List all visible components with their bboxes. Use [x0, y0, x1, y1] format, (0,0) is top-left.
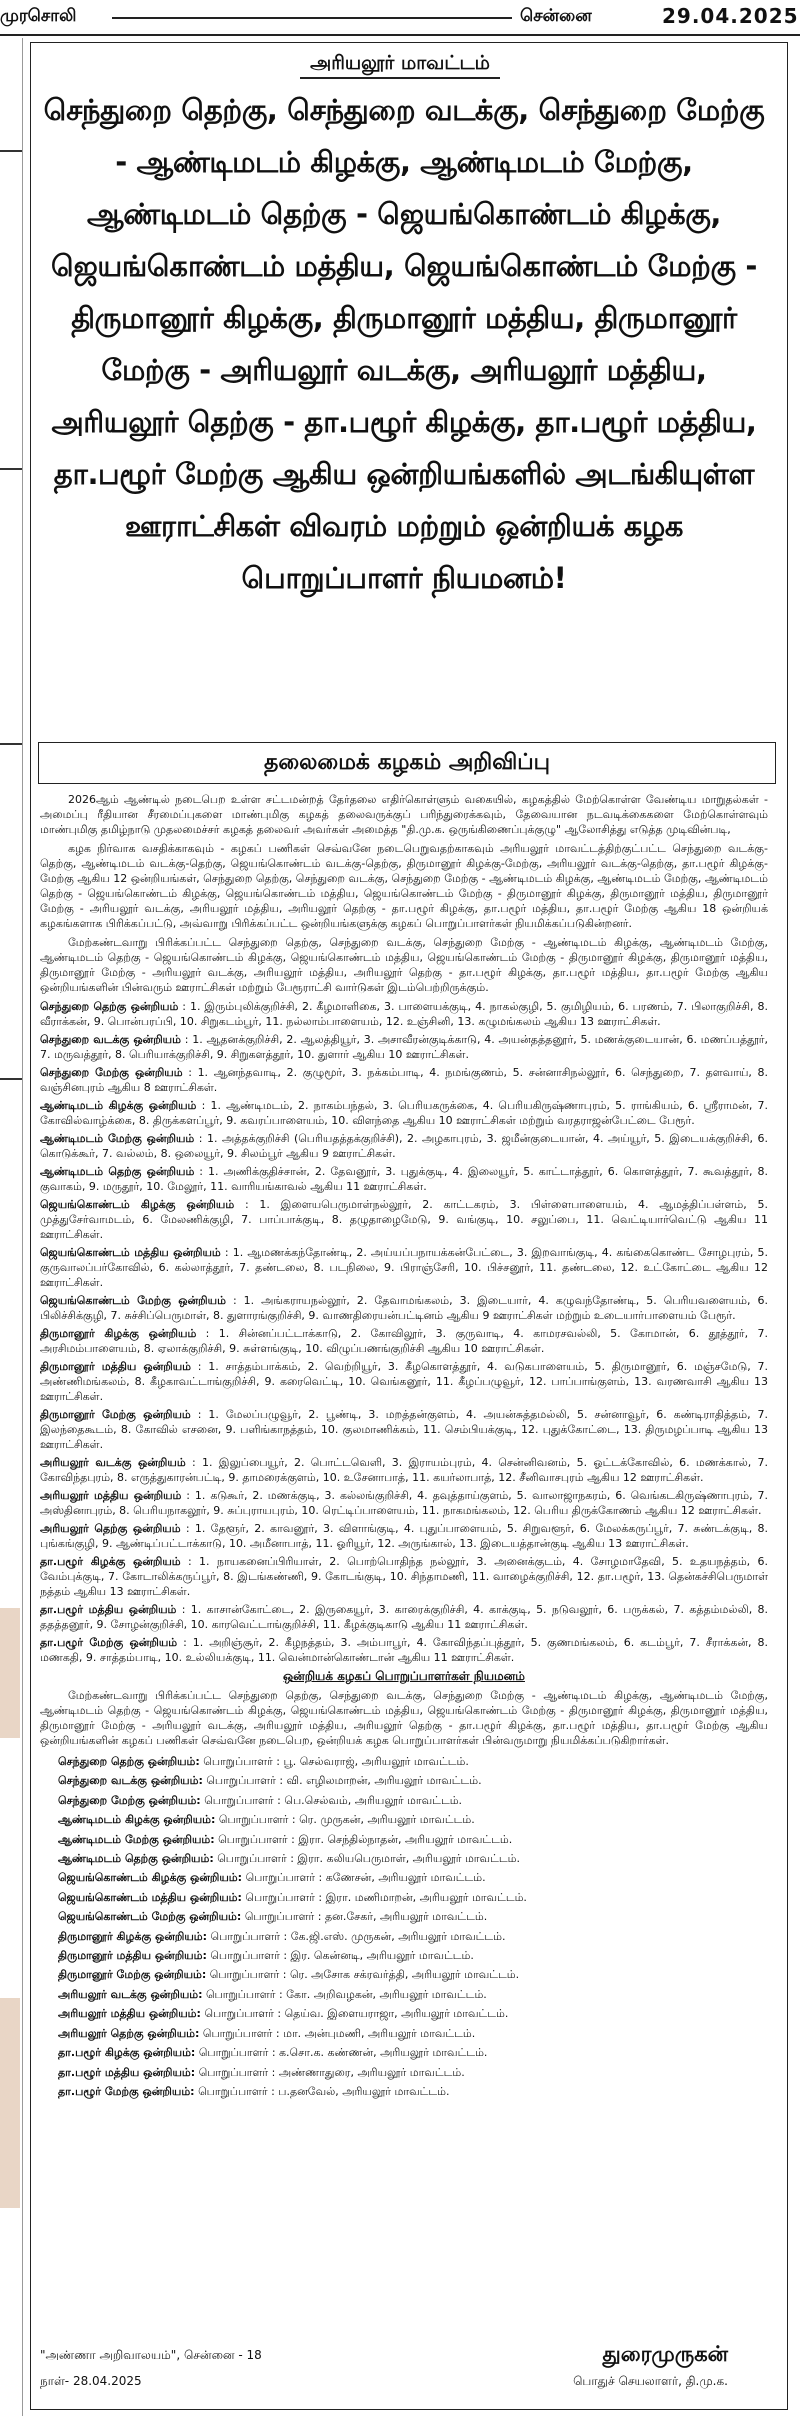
- appointment-union: தா.பழூர் மேற்கு ஒன்றியம்:: [58, 2084, 195, 2098]
- union-panchayats: 1. கடுகூர், 2. மணக்குடி, 3. கல்லங்குறிச்சி, 4. தவுத்தாய்குளம், 5. வாலாஜாநகரம், 6. வெங்கடகிருஷ்ணாபுரம், 7. அஸ்தினாபுரம், 8. பெரியநாகலூர், 9. சுப்புராயபுரம், 10. ரெட்டிப்பாளையம், 11. நாகமங்கலம், 12. பெரிய திருக்கோணம் ஆகிய 12 ஊராட்சிகள்.: [40, 1489, 769, 1517]
- union-name: தா.பழூர் மத்திய ஒன்றியம்: [40, 1603, 177, 1616]
- appointment-union: திருமானூர் மேற்கு ஒன்றியம்:: [58, 1968, 207, 1982]
- union-panchayats: 1. சின்னப்பட்டாக்காடு, 2. கோவிலூர், 3. குருவாடி, 4. காமரசவல்லி, 5. கோமான், 6. தூத்தூர், 7. அரசிமம்பாளையம், 8. ஏலாக்குறிச்சி, 9. சுள்ளங்குடி, 10. விழுப்பணங்குறிச்சி ஆகிய 10 ஊராட்சிகள்.: [40, 1327, 768, 1355]
- union-panchayats: 1. ஆனந்தவாடி, 2. குழுமூர், 3. நக்கம்பாடி, 4. நமங்குணம், 5. சன்னாசிநல்லூர், 6. செந்துறை, 7. தளவாய், 8. வஞ்சினபுரம் ஆகிய 8 ஊராட்சிகள்.: [40, 1066, 769, 1094]
- union-panchayats: 1. தேளூர், 2. காவனூர், 3. விளாங்குடி, 4. புதுப்பாளையம், 5. சிறுவளூர், 6. மேலக்கருப்பூர், 7. சுண்டக்குடி, 8. புங்கங்குழி, 9. ஆண்டிப்பட்டாக்காடு, 10. அமீனாபாத், 11. ஓரியூர், 12. அருங்கால், 13. இடையத்தான்குடி ஆகிய 13 ஊராட்சிகள்.: [40, 1522, 769, 1550]
- appointment-row: [40, 1946, 768, 1965]
- appointment-person: பொறுப்பாளர் : வி. எழிலமாறன், அரியலூர் மாவட்டம்.: [206, 1774, 482, 1788]
- adjacent-photo: [0, 1608, 20, 1738]
- appointment-row: [40, 2063, 768, 2082]
- appointment-row: [40, 1849, 768, 1868]
- union-name: செந்துறை மேற்கு ஒன்றியம்: [40, 1066, 183, 1079]
- appointments-heading: ஒன்றியக் கழகப் பொறுப்பாளர்கள் நியமனம்: [283, 1669, 525, 1683]
- appointment-row: [40, 2024, 768, 2043]
- appointment-row: [40, 1810, 768, 1829]
- appointment-person: பொறுப்பாளர் : இர. கென்னடி, அரியலூர் மாவட்டம்.: [210, 1949, 474, 1963]
- hq-notice-box: [38, 742, 776, 784]
- appointment-person: பொறுப்பாளர் : ப.தனவேல், அரியலூர் மாவட்டம்.: [198, 2084, 450, 2098]
- edition-date: 29.04.2025: [662, 4, 799, 28]
- union-panchayats: 1. இரும்புலிக்குறிச்சி, 2. கீழமாளிகை, 3. பாளையக்குடி, 4. நாகல்குழி, 5. குமிழியம், 6. பரணம், 7. பிலாகுறிச்சி, 8. வீராக்கன், 9. பொன்பரப்பி, 10. சிறுகடம்பூர், 11. நல்லாம்பாளையம், 12. உஞ்சினி, 13. கழுமங்கலம் ஆகிய 13 ஊராட்சிகள்.: [40, 1000, 768, 1028]
- union-list: [40, 999, 768, 1665]
- union-entry: தா.பழூர் மேற்கு ஒன்றியம் : 1. அறிஞ்சூர், 2. கீழநத்தம், 3. அம்பாபூர், 4. கோவிந்தப்புத்தூர், 5. குணமங்கலம், 6. கடம்பூர், 7. சீராக்கன், 8. மணகதி, 9. சாத்தம்பாடி, 10. உல்லியக்குடி, 11. வென்மான்கொண்டான் ஆகிய 11 ஊராட்சிகள்.: [40, 1636, 769, 1664]
- appointment-person: பொறுப்பாளர் : ரெ. முருகன், அரியலூர் மாவட்டம்.: [218, 1813, 475, 1827]
- notice-date: நாள்- 28.04.2025: [40, 2374, 142, 2388]
- union-entry: ஆண்டிமடம் தெற்கு ஒன்றியம் : 1. அணிக்குதிச்சான், 2. தேவனூர், 3. புதுக்குடி, 4. இலையூர், 5. காட்டாத்தூர், 6. கொளத்தூர், 7. கூவத்தூர், 8. குவாகம், 9. மருதூர், 10. மேலூர், 11. வாரியங்காவல் ஆகிய 11 ஊராட்சிகள்.: [40, 1165, 768, 1193]
- appointment-person: பொறுப்பாளர் : கணேசன், அரியலூர் மாவட்டம்.: [245, 1871, 486, 1885]
- appointment-person: பொறுப்பாளர் : க.சொ.க. கண்ணன், அரியலூர் மாவட்டம்.: [198, 2046, 488, 2060]
- appointment-person: பொறுப்பாளர் : மா. அன்புமணி, அரியலூர் மாவட்டம்.: [202, 2026, 476, 2040]
- panchayat-paragraph: மேற்கண்டவாறு பிரிக்கப்பட்ட செந்துறை தெற்கு, செந்துறை வடக்கு, செந்துறை மேற்கு - ஆண்டிமடம் கிழக்கு, ஆண்டிமடம் மேற்கு, ஆண்டிமடம் தெற்கு - ஜெயங்கொண்டம் கிழக்கு, ஜெயங்கொண்டம் மத்திய, ஜெயங்கொண்டம் மேற்கு - திருமானூர் கிழக்கு, திருமானூர் மத்திய, திருமானூர் மேற்கு - அரியலூர் வடக்கு, அரியலூர் மத்திய, அரியலூர் தெற்கு - தா.பழூர் கிழக்கு, தா.பழூர் மத்திய, தா.பழூர் மேற்கு ஆகிய ஒன்றியங்களின் பின்வரும் ஊராட்சிகள் மற்றும் பேரூராட்சி வார்டுகள் இடம்பெற்றிருக்கும்.: [40, 936, 768, 994]
- union-entry: ஜெயங்கொண்டம் மத்திய ஒன்றியம் : 1. ஆமணக்கந்தோண்டி, 2. அய்யப்பநாயக்கன்பேட்டை, 3. இறவாங்குடி, 4. கங்கைகொண்ட சோழபுரம், 5. குருவாலப்பர்கோவில், 6. கல்லாத்தூர், 7. தண்டலை, 8. படநிலை, 9. பிராஞ்சேரி, 10. பிச்சனூர், 11. தண்டலை, 12. உட்கோட்டை ஆகிய 12 ஊராட்சிகள்.: [40, 1246, 768, 1289]
- union-name: திருமானூர் மத்திய ஒன்றியம்: [40, 1360, 191, 1373]
- appointment-union: அரியலூர் தெற்கு ஒன்றியம்:: [58, 2026, 200, 2040]
- appointment-person: பொறுப்பாளர் : பெ.செல்வம், அரியலூர் மாவட்டம்.: [204, 1793, 463, 1807]
- union-entry: ஜெயங்கொண்டம் கிழக்கு ஒன்றியம் : 1. இளையபெருமாள்நல்லூர், 2. காட்டகரம், 3. பிள்ளைபாளையம், 4. ஆமத்திப்பள்ளம், 5. முத்துசேர்வாமடம், 6. மேலணிக்குழி, 7. பாப்பாக்குடி, 8. தழுதாழைமேடு, 9. வங்குடி, 10. சலுப்பை, 11. வெட்டியார்வெட்டு ஆகிய 11 ஊராட்சிகள்.: [40, 1198, 769, 1241]
- office-address: "அண்ணா அறிவாலயம்", சென்னை - 18: [40, 2348, 262, 2362]
- appointment-row: [40, 1985, 768, 2004]
- appointment-union: ஜெயங்கொண்டம் மத்திய ஒன்றியம்:: [58, 1890, 242, 1904]
- union-panchayats: 1. இளையபெருமாள்நல்லூர், 2. காட்டகரம், 3. பிள்ளைபாளையம், 4. ஆமத்திப்பள்ளம், 5. முத்துசேர்வாமடம், 6. மேலணிக்குழி, 7. பாப்பாக்குடி, 8. தழுதாழைமேடு, 9. வங்குடி, 10. சலுப்பை, 11. வெட்டியார்வெட்டு ஆகிய 11 ஊராட்சிகள்.: [40, 1198, 769, 1241]
- appointment-person: பொறுப்பாளர் : தன.சேகர், அரியலூர் மாவட்டம்.: [244, 1910, 488, 1924]
- union-name: ஜெயங்கொண்டம் கிழக்கு ஒன்றியம்: [40, 1198, 235, 1211]
- appointment-row: [40, 2043, 768, 2062]
- appointment-union: திருமானூர் மத்திய ஒன்றியம்:: [58, 1949, 207, 1963]
- union-panchayats: 1. அத்தக்குறிச்சி (பெரியதத்தக்குறிச்சி), 2. அழகாபுரம், 3. ஜமீன்குடையான், 4. அய்யூர், 5. இடையக்குறிச்சி, 6. கொடுக்கூர், 7. வல்லம், 8. ஒலையூர், 9. சிலம்பூர் ஆகிய 9 ஊராட்சிகள்.: [40, 1132, 768, 1160]
- union-panchayats: 1. ஆதனக்குறிச்சி, 2. ஆலத்தியூர், 3. அசாவீரன்குடிக்காடு, 4. அயன்தத்தனூர், 5. மணக்குடையான், 6. மணப்பத்தூர், 7. மருவத்தூர், 8. பெரியாக்குறிச்சி, 9. சிறுகளத்தூர், 10. துளார் ஆகிய 10 ஊராட்சிகள்.: [40, 1033, 769, 1061]
- appointment-row: [40, 2082, 768, 2101]
- appointment-union: ஆண்டிமடம் மேற்கு ஒன்றியம்:: [58, 1832, 215, 1846]
- union-name: தா.பழூர் மேற்கு ஒன்றியம்: [40, 1636, 178, 1649]
- union-entry: அரியலூர் வடக்கு ஒன்றியம் : 1. இலுப்பையூர், 2. பொட்டவெளி, 3. இராயம்புரம், 4. சென்னிவனம், 5. ஓட்டக்கோவில், 6. மணக்கால், 7. கோவிந்தபுரம், 8. எருத்துகாரன்பட்டி, 9. தாமரைக்குளம், 10. உசேனாபாத், 11. கயர்லாபாத், 12. சீனிவாசபுரம் ஆகிய 12 ஊராட்சிகள்.: [40, 1456, 769, 1484]
- union-entry: அரியலூர் தெற்கு ஒன்றியம் : 1. தேளூர், 2. காவனூர், 3. விளாங்குடி, 4. புதுப்பாளையம், 5. சிறுவளூர், 6. மேலக்கருப்பூர், 7. சுண்டக்குடி, 8. புங்கங்குழி, 9. ஆண்டிப்பட்டாக்காடு, 10. அமீனாபாத், 11. ஓரியூர், 12. அருங்கால், 13. இடையத்தான்குடி ஆகிய 13 ஊராட்சிகள்.: [40, 1522, 769, 1550]
- union-entry: அரியலூர் மத்திய ஒன்றியம் : 1. கடுகூர், 2. மணக்குடி, 3. கல்லங்குறிச்சி, 4. தவுத்தாய்குளம், 5. வாலாஜாநகரம், 6. வெங்கடகிருஷ்ணாபுரம், 7. அஸ்தினாபுரம், 8. பெரியநாகலூர், 9. சுப்புராயபுரம், 10. ரெட்டிப்பாளையம், 11. நாகமங்கலம், 12. பெரிய திருக்கோணம் ஆகிய 12 ஊராட்சிகள்.: [40, 1489, 769, 1517]
- union-name: ஆண்டிமடம் கிழக்கு ஒன்றியம்: [40, 1099, 197, 1112]
- union-panchayats: 1. அறிஞ்சூர், 2. கீழநத்தம், 3. அம்பாபூர், 4. கோவிந்தப்புத்தூர், 5. குணமங்கலம், 6. கடம்பூர், 7. சீராக்கன், 8. மணகதி, 9. சாத்தம்பாடி, 10. உல்லியக்குடி, 11. வென்மான்கொண்டான் ஆகிய 11 ஊராட்சிகள்.: [40, 1636, 769, 1664]
- headline: செந்துறை தெற்கு, செந்துறை வடக்கு, செந்துறை மேற்கு - ஆண்டிமடம் கிழக்கு, ஆண்டிமடம் மேற்கு, ஆண்டிமடம் தெற்கு - ஜெயங்கொண்டம் கிழக்கு, ஜெயங்கொண்டம் மத்திய, ஜெயங்கொண்டம் மேற்கு - திருமானூர் கிழக்கு, திருமானூர் மத்திய, திருமானூர் மேற்கு - அரியலூர் வடக்கு, அரியலூர் மத்திய, அரியலூர் தெற்கு - தா.பழூர் கிழக்கு, தா.பழூர் மத்திய, தா.பழூர் மேற்கு ஆகிய ஒன்றியங்களில் அடங்கியுள்ள ஊராட்சிகள் விவரம் மற்றும் ஒன்றியக் கழக பொறுப்பாளர் நியமனம்!: [43, 93, 765, 595]
- notice-footer: [40, 2340, 768, 2400]
- district-heading-wrap: [0, 52, 800, 79]
- union-name: திருமானூர் மேற்கு ஒன்றியம்: [40, 1408, 191, 1421]
- union-name: ஜெயங்கொண்டம் மேற்கு ஒன்றியம்: [40, 1294, 226, 1307]
- union-entry: தா.பழூர் கிழக்கு ஒன்றியம் : 1. நாயகனைப்பிரியாள், 2. பொற்பொதிந்த நல்லூர், 3. அனைக்குடம், 4. சோழமாதேவி, 5. உதயநத்தம், 6. வேம்புக்குடி, 7. கோடாலிக்கருப்பூர், 8. இடங்கண்ணி, 9. கோடங்குடி, 10. சிந்தாமணி, 11. வாழைக்குறிச்சி, 12. தா.பழூர், 13. தென்கச்சிபெருமாள் நத்தம் ஆகிய 13 ஊராட்சிகள்.: [40, 1555, 769, 1598]
- edition-city: சென்னை: [520, 6, 592, 26]
- appointment-person: பொறுப்பாளர் : இரா. செந்தில்நாதன், அரியலூர் மாவட்டம்.: [218, 1832, 513, 1846]
- appointment-union: அரியலூர் வடக்கு ஒன்றியம்:: [58, 1987, 203, 2001]
- union-entry: செந்துறை தெற்கு ஒன்றியம் : 1. இரும்புலிக்குறிச்சி, 2. கீழமாளிகை, 3. பாளையக்குடி, 4. நாகல்குழி, 5. குமிழியம், 6. பரணம், 7. பிலாகுறிச்சி, 8. வீராக்கன், 9. பொன்பரப்பி, 10. சிறுகடம்பூர், 11. நல்லாம்பாளையம், 12. உஞ்சினி, 13. கழுமங்கலம் ஆகிய 13 ஊராட்சிகள்.: [40, 1000, 768, 1028]
- notice-body: [40, 792, 768, 2101]
- union-name: ஜெயங்கொண்டம் மத்திய ஒன்றியம்: [40, 1246, 221, 1259]
- union-entry: செந்துறை மேற்கு ஒன்றியம் : 1. ஆனந்தவாடி, 2. குழுமூர், 3. நக்கம்பாடி, 4. நமங்குணம், 5. சன்னாசிநல்லூர், 6. செந்துறை, 7. தளவாய், 8. வஞ்சினபுரம் ஆகிய 8 ஊராட்சிகள்.: [40, 1066, 769, 1094]
- union-panchayats: 1. மேலப்பழுவூர், 2. பூண்டி, 3. மறத்தன்குளம், 4. அயன்சுத்தமல்லி, 5. சன்னாவூர், 6. கண்டிராதித்தம், 7. இலந்தைகூடம், 8. கோவில் எசனை, 9. பளிங்காநத்தம், 10. குலமாணிக்கம், 11. செம்பியக்குடி, 12. புதுக்கோட்டை, 13. திருமழப்பாடி ஆகிய 13 ஊராட்சிகள்.: [40, 1408, 769, 1451]
- appointment-person: பொறுப்பாளர் : கோ. அறிவழகன், அரியலூர் மாவட்டம்.: [206, 1987, 487, 2001]
- masthead-rule: [112, 17, 512, 19]
- appointment-row: [40, 1888, 768, 1907]
- union-panchayats: 1. அணிக்குதிச்சான், 2. தேவனூர், 3. புதுக்குடி, 4. இலையூர், 5. காட்டாத்தூர், 6. கொளத்தூர், 7. கூவத்தூர், 8. குவாகம், 9. மருதூர், 10. மேலூர், 11. வாரியங்காவல் ஆகிய 11 ஊராட்சிகள்.: [40, 1165, 768, 1193]
- union-name: திருமானூர் கிழக்கு ஒன்றியம்: [40, 1327, 197, 1340]
- union-panchayats: 1. அங்கராயநல்லூர், 2. தேவாமங்கலம், 3. இடையார், 4. கழுவந்தோண்டி, 5. பெரியவளையம், 6. பிலிச்சிக்குழி, 7. சுச்சிப்பெருமாள், 8. துளாரங்குறிச்சி, 9. வாணதிரையன்பட்டினம் ஆகிய 9 ஊராட்சிகள் மற்றும் உடையார்பாளையம் பேரூர்.: [40, 1294, 768, 1322]
- paper-name: முரசொலி: [0, 6, 77, 26]
- union-panchayats: 1. ஆமணக்கந்தோண்டி, 2. அய்யப்பநாயக்கன்பேட்டை, 3. இறவாங்குடி, 4. கங்கைகொண்ட சோழபுரம், 5. குருவாலப்பர்கோவில், 6. கல்லாத்தூர், 7. தண்டலை, 8. படநிலை, 9. பிராஞ்சேரி, 10. பிச்சனூர், 11. தண்டலை, 12. உட்கோட்டை ஆகிய 12 ஊராட்சிகள்.: [40, 1246, 768, 1289]
- restructure-paragraph: கழக நிர்வாக வசதிக்காகவும் - கழகப் பணிகள் செவ்வனே நடைபெறுவதற்காகவும் அரியலூர் மாவட்டத்திற்குட்பட்ட செந்துறை வடக்கு-தெற்கு, ஆண்டிமடம் வடக்கு-தெற்கு, ஜெயங்கொண்டம் வடக்கு-தெற்கு, திருமானூர் கிழக்கு-மேற்கு, அரியலூர் வடக்கு-தெற்கு, தா.பழூர் கிழக்கு-மேற்கு ஆகிய 12 ஒன்றியங்கள், செந்துறை தெற்கு, செந்துறை வடக்கு, செந்துறை மேற்கு - ஆண்டிமடம் கிழக்கு, ஆண்டிமடம் மேற்கு, ஆண்டிமடம் தெற்கு - ஜெயங்கொண்டம் கிழக்கு, ஜெயங்கொண்டம் மத்திய, ஜெயங்கொண்டம் மேற்கு - திருமானூர் கிழக்கு, திருமானூர் மத்திய, திருமானூர் மேற்கு - அரியலூர் வடக்கு, அரியலூர் மத்திய, அரியலூர் தெற்கு - தா.பழூர் கிழக்கு, தா.பழூர் மத்திய, தா.பழூர் மேற்கு ஆகிய 18 ஒன்றியக் கழகங்களாக பிரிக்கப்பட்டு, அவ்வாறு பிரிக்கப்பட்ட ஒன்றியங்களுக்கு கழகப் பொறுப்பாளர்கள் நியமிக்கப்படுகின்றனர்.: [40, 842, 768, 930]
- union-entry: தா.பழூர் மத்திய ஒன்றியம் : 1. காசான்கோட்டை, 2. இருகையூர், 3. காரைக்குறிச்சி, 4. காக்குடி, 5. நடுவலூர், 6. பருக்கல், 7. கத்தம்மல்லி, 8. ததத்தனூர், 9. சோழன்குறிச்சி, 10. காரவெட்டாங்குறிச்சி, 11. கீழக்குடிகாடு ஆகிய 11 ஊராட்சிகள்.: [40, 1603, 768, 1631]
- appointment-union: செந்துறை வடக்கு ஒன்றியம்:: [58, 1774, 203, 1788]
- appointment-row: [40, 1927, 768, 1946]
- appointment-union: செந்துறை தெற்கு ஒன்றியம்:: [58, 1755, 200, 1768]
- union-entry: ஜெயங்கொண்டம் மேற்கு ஒன்றியம் : 1. அங்கராயநல்லூர், 2. தேவாமங்கலம், 3. இடையார், 4. கழுவந்தோண்டி, 5. பெரியவளையம், 6. பிலிச்சிக்குழி, 7. சுச்சிப்பெருமாள், 8. துளாரங்குறிச்சி, 9. வாணதிரையன்பட்டினம் ஆகிய 9 ஊராட்சிகள் மற்றும் உடையார்பாளையம் பேரூர்.: [40, 1294, 768, 1322]
- union-name: அரியலூர் தெற்கு ஒன்றியம்: [40, 1522, 181, 1535]
- appointment-union: திருமானூர் கிழக்கு ஒன்றியம்:: [58, 1929, 208, 1943]
- appointment-union: தா.பழூர் கிழக்கு ஒன்றியம்:: [58, 2046, 196, 2060]
- appointment-union: தா.பழூர் மத்திய ஒன்றியம்:: [58, 2065, 196, 2079]
- appointments-intro: மேற்கண்டவாறு பிரிக்கப்பட்ட செந்துறை தெற்கு, செந்துறை வடக்கு, செந்துறை மேற்கு - ஆண்டிமடம் கிழக்கு, ஆண்டிமடம் மேற்கு, ஆண்டிமடம் தெற்கு - ஜெயங்கொண்டம் கிழக்கு, ஜெயங்கொண்டம் மத்திய, ஜெயங்கொண்டம் மேற்கு - திருமானூர் கிழக்கு, திருமானூர் மத்திய, திருமானூர் மேற்கு - அரியலூர் வடக்கு, அரியலூர் மத்திய, அரியலூர் தெற்கு - தா.பழூர் கிழக்கு, தா.பழூர் மத்திய, தா.பழூர் மேற்கு ஆகிய ஒன்றியங்களின் கழகப் பணிகள் செவ்வனே நடைபெற, ஒன்றியக் கழக பொறுப்பாளர்கள் பின்வருமாறு நியமிக்கப்படுகிறார்கள்.: [40, 1689, 768, 1747]
- union-name: ஆண்டிமடம் தெற்கு ஒன்றியம்: [40, 1165, 195, 1178]
- appointment-person: பொறுப்பாளர் : தெய்வ. இளையராஜா, அரியலூர் மாவட்டம்.: [204, 2007, 509, 2021]
- union-entry: திருமானூர் மத்திய ஒன்றியம் : 1. சாத்தம்பாக்கம், 2. வெற்றியூர், 3. கீழகொளத்தூர், 4. வடுகபாளையம், 5. திருமானூர், 6. மஞ்சமேடு, 7. அண்ணிமங்கலம், 8. கீழகாவட்டாங்குறிச்சி, 9. கரைவெட்டி, 10. வெங்கனூர், 11. கீழப்பழுவூர், 12. பாப்பாங்குளம், 13. வரணவாசி ஆகிய 13 ஊராட்சிகள்.: [40, 1360, 768, 1403]
- appointment-row: [40, 1907, 768, 1926]
- appointment-row: [40, 1771, 768, 1790]
- appointment-person: பொறுப்பாளர் : கே.ஜி.எஸ். முருகன், அரியலூர் மாவட்டம்.: [210, 1929, 506, 1943]
- signatory-name: துரைமுருகன்: [602, 2342, 728, 2366]
- union-name: அரியலூர் மத்திய ஒன்றியம்: [40, 1489, 182, 1502]
- column-divider: [0, 1078, 22, 1080]
- appointment-person: பொறுப்பாளர் : இரா. கலியபெருமாள், அரியலூர் மாவட்டம்.: [217, 1852, 520, 1866]
- appointment-union: ஜெயங்கொண்டம் கிழக்கு ஒன்றியம்:: [58, 1871, 243, 1885]
- hq-notice-title: தலைமைக் கழகம் அறிவிப்பு: [263, 750, 551, 775]
- appointment-roster: [40, 1752, 768, 2101]
- union-name: தா.பழூர் கிழக்கு ஒன்றியம்: [40, 1555, 181, 1568]
- masthead-bar: [0, 0, 800, 36]
- appointment-union: ஜெயங்கொண்டம் மேற்கு ஒன்றியம்:: [58, 1910, 242, 1924]
- appointment-row: [40, 2004, 768, 2023]
- appointment-row: [40, 1868, 768, 1887]
- union-name: செந்துறை தெற்கு ஒன்றியம்: [40, 1000, 179, 1013]
- signatory-designation: பொதுச் செயலாளர், தி.மு.க.: [573, 2374, 728, 2388]
- column-divider: [0, 468, 22, 470]
- adjacent-column-strip: [0, 38, 23, 2416]
- appointment-person: பொறுப்பாளர் : இரா. மணிமாறன், அரியலூர் மாவட்டம்.: [245, 1890, 527, 1904]
- union-name: அரியலூர் வடக்கு ஒன்றியம்: [40, 1456, 186, 1469]
- union-name: ஆண்டிமடம் மேற்கு ஒன்றியம்: [40, 1132, 195, 1145]
- intro-paragraph: 2026ஆம் ஆண்டில் நடைபெற உள்ள சட்டமன்றத் தேர்தலை எதிர்கொள்ளும் வகையில், கழகத்தில் மேற்கொள்ள வேண்டிய மாறுதல்கள் - அமைப்பு ரீதியான சீரமைப்புகளை மாண்புமிகு கழகத் தலைவருக்குப் பரிந்துரைக்கவும், தேவையான நடவடிக்கைகளை மேற்கொள்ளவும் மாண்புமிகு தமிழ்நாடு முதலமைச்சர் கழகத் தலைவர் அவர்கள் அமைத்த "தி.மு.க. ஒருங்கிணைப்புக்குழு" ஆலோசித்து எடுத்த முடிவின்படி,: [40, 793, 768, 836]
- union-entry: ஆண்டிமடம் மேற்கு ஒன்றியம் : 1. அத்தக்குறிச்சி (பெரியதத்தக்குறிச்சி), 2. அழகாபுரம், 3. ஜமீன்குடையான், 4. அய்யூர், 5. இடையக்குறிச்சி, 6. கொடுக்கூர், 7. வல்லம், 8. ஒலையூர், 9. சிலம்பூர் ஆகிய 9 ஊராட்சிகள்.: [40, 1132, 768, 1160]
- appointment-union: ஆண்டிமடம் தெற்கு ஒன்றியம்:: [58, 1852, 214, 1866]
- column-divider: [0, 743, 22, 745]
- appointment-person: பொறுப்பாளர் : பூ. செல்வராஜ், அரியலூர் மாவட்டம்.: [203, 1755, 469, 1768]
- appointment-person: பொறுப்பாளர் : ரெ. அசோக சக்ரவர்த்தி, அரியலூர் மாவட்டம்.: [209, 1968, 520, 1982]
- district-heading: அரியலூர் மாவட்டம்: [300, 52, 500, 79]
- union-panchayats: 1. நாயகனைப்பிரியாள், 2. பொற்பொதிந்த நல்லூர், 3. அனைக்குடம், 4. சோழமாதேவி, 5. உதயநத்தம், 6. வேம்புக்குடி, 7. கோடாலிக்கருப்பூர், 8. இடங்கண்ணி, 9. கோடங்குடி, 10. சிந்தாமணி, 11. வாழைக்குறிச்சி, 12. தா.பழூர், 13. தென்கச்சிபெருமாள் நத்தம் ஆகிய 13 ஊராட்சிகள்.: [40, 1555, 769, 1598]
- column-divider: [0, 150, 22, 152]
- appointment-union: ஆண்டிமடம் கிழக்கு ஒன்றியம்:: [58, 1813, 216, 1827]
- appointment-union: அரியலூர் மத்திய ஒன்றியம்:: [58, 2007, 201, 2021]
- union-panchayats: 1. இலுப்பையூர், 2. பொட்டவெளி, 3. இராயம்புரம், 4. சென்னிவனம், 5. ஓட்டக்கோவில், 6. மணக்கால், 7. கோவிந்தபுரம், 8. எருத்துகாரன்பட்டி, 9. தாமரைக்குளம், 10. உசேனாபாத், 11. கயர்லாபாத், 12. சீனிவாசபுரம் ஆகிய 12 ஊராட்சிகள்.: [40, 1456, 769, 1484]
- union-entry: திருமானூர் மேற்கு ஒன்றியம் : 1. மேலப்பழுவூர், 2. பூண்டி, 3. மறத்தன்குளம், 4. அயன்சுத்தமல்லி, 5. சன்னாவூர், 6. கண்டிராதித்தம், 7. இலந்தைகூடம், 8. கோவில் எசனை, 9. பளிங்காநத்தம், 10. குலமாணிக்கம், 11. செம்பியக்குடி, 12. புதுக்கோட்டை, 13. திருமழப்பாடி ஆகிய 13 ஊராட்சிகள்.: [40, 1408, 769, 1451]
- union-panchayats: 1. ஆண்டிமடம், 2. நாகம்பந்தல், 3. பெரியகருக்கை, 4. பெரியகிருஷ்ணாபுரம், 5. ராங்கியம், 6. ஸ்ரீராமன், 7. கோவில்வாழ்க்கை, 8. திருக்களப்பூர், 9. கவரப்பாளையம், 10. விளந்தை ஆகிய 10 ஊராட்சிகள் மற்றும் வரதராஜன்பேட்டை பேரூர்.: [40, 1099, 768, 1127]
- union-entry: திருமானூர் கிழக்கு ஒன்றியம் : 1. சின்னப்பட்டாக்காடு, 2. கோவிலூர், 3. குருவாடி, 4. காமரசவல்லி, 5. கோமான், 6. தூத்தூர், 7. அரசிமம்பாளையம், 8. ஏலாக்குறிச்சி, 9. சுள்ளங்குடி, 10. விழுப்பணங்குறிச்சி ஆகிய 10 ஊராட்சிகள்.: [40, 1327, 768, 1355]
- appointment-row: [40, 1830, 768, 1849]
- union-entry: செந்துறை வடக்கு ஒன்றியம் : 1. ஆதனக்குறிச்சி, 2. ஆலத்தியூர், 3. அசாவீரன்குடிக்காடு, 4. அயன்தத்தனூர், 5. மணக்குடையான், 6. மணப்பத்தூர், 7. மருவத்தூர், 8. பெரியாக்குறிச்சி, 9. சிறுகளத்தூர், 10. துளார் ஆகிய 10 ஊராட்சிகள்.: [40, 1033, 769, 1061]
- appointment-union: செந்துறை மேற்கு ஒன்றியம்:: [58, 1793, 201, 1807]
- appointment-row: [40, 1965, 768, 1984]
- appointment-row: [40, 1791, 768, 1810]
- appointment-person: பொறுப்பாளர் : அண்ணாதுரை, அரியலூர் மாவட்டம்.: [198, 2065, 465, 2079]
- appointment-row: [40, 1752, 768, 1771]
- adjacent-photo: [0, 1998, 20, 2208]
- union-panchayats: 1. சாத்தம்பாக்கம், 2. வெற்றியூர், 3. கீழகொளத்தூர், 4. வடுகபாளையம், 5. திருமானூர், 6. மஞ்சமேடு, 7. அண்ணிமங்கலம், 8. கீழகாவட்டாங்குறிச்சி, 9. கரைவெட்டி, 10. வெங்கனூர், 11. கீழப்பழுவூர், 12. பாப்பாங்குளம், 13. வரணவாசி ஆகிய 13 ஊராட்சிகள்.: [40, 1360, 768, 1403]
- union-entry: ஆண்டிமடம் கிழக்கு ஒன்றியம் : 1. ஆண்டிமடம், 2. நாகம்பந்தல், 3. பெரியகருக்கை, 4. பெரியகிருஷ்ணாபுரம், 5. ராங்கியம், 6. ஸ்ரீராமன், 7. கோவில்வாழ்க்கை, 8. திருக்களப்பூர், 9. கவரப்பாளையம், 10. விளந்தை ஆகிய 10 ஊராட்சிகள் மற்றும் வரதராஜன்பேட்டை பேரூர்.: [40, 1099, 768, 1127]
- union-name: செந்துறை வடக்கு ஒன்றியம்: [40, 1033, 181, 1046]
- union-panchayats: 1. காசான்கோட்டை, 2. இருகையூர், 3. காரைக்குறிச்சி, 4. காக்குடி, 5. நடுவலூர், 6. பருக்கல், 7. கத்தம்மல்லி, 8. ததத்தனூர், 9. சோழன்குறிச்சி, 10. காரவெட்டாங்குறிச்சி, 11. கீழக்குடிகாடு ஆகிய 11 ஊராட்சிகள்.: [40, 1603, 768, 1631]
